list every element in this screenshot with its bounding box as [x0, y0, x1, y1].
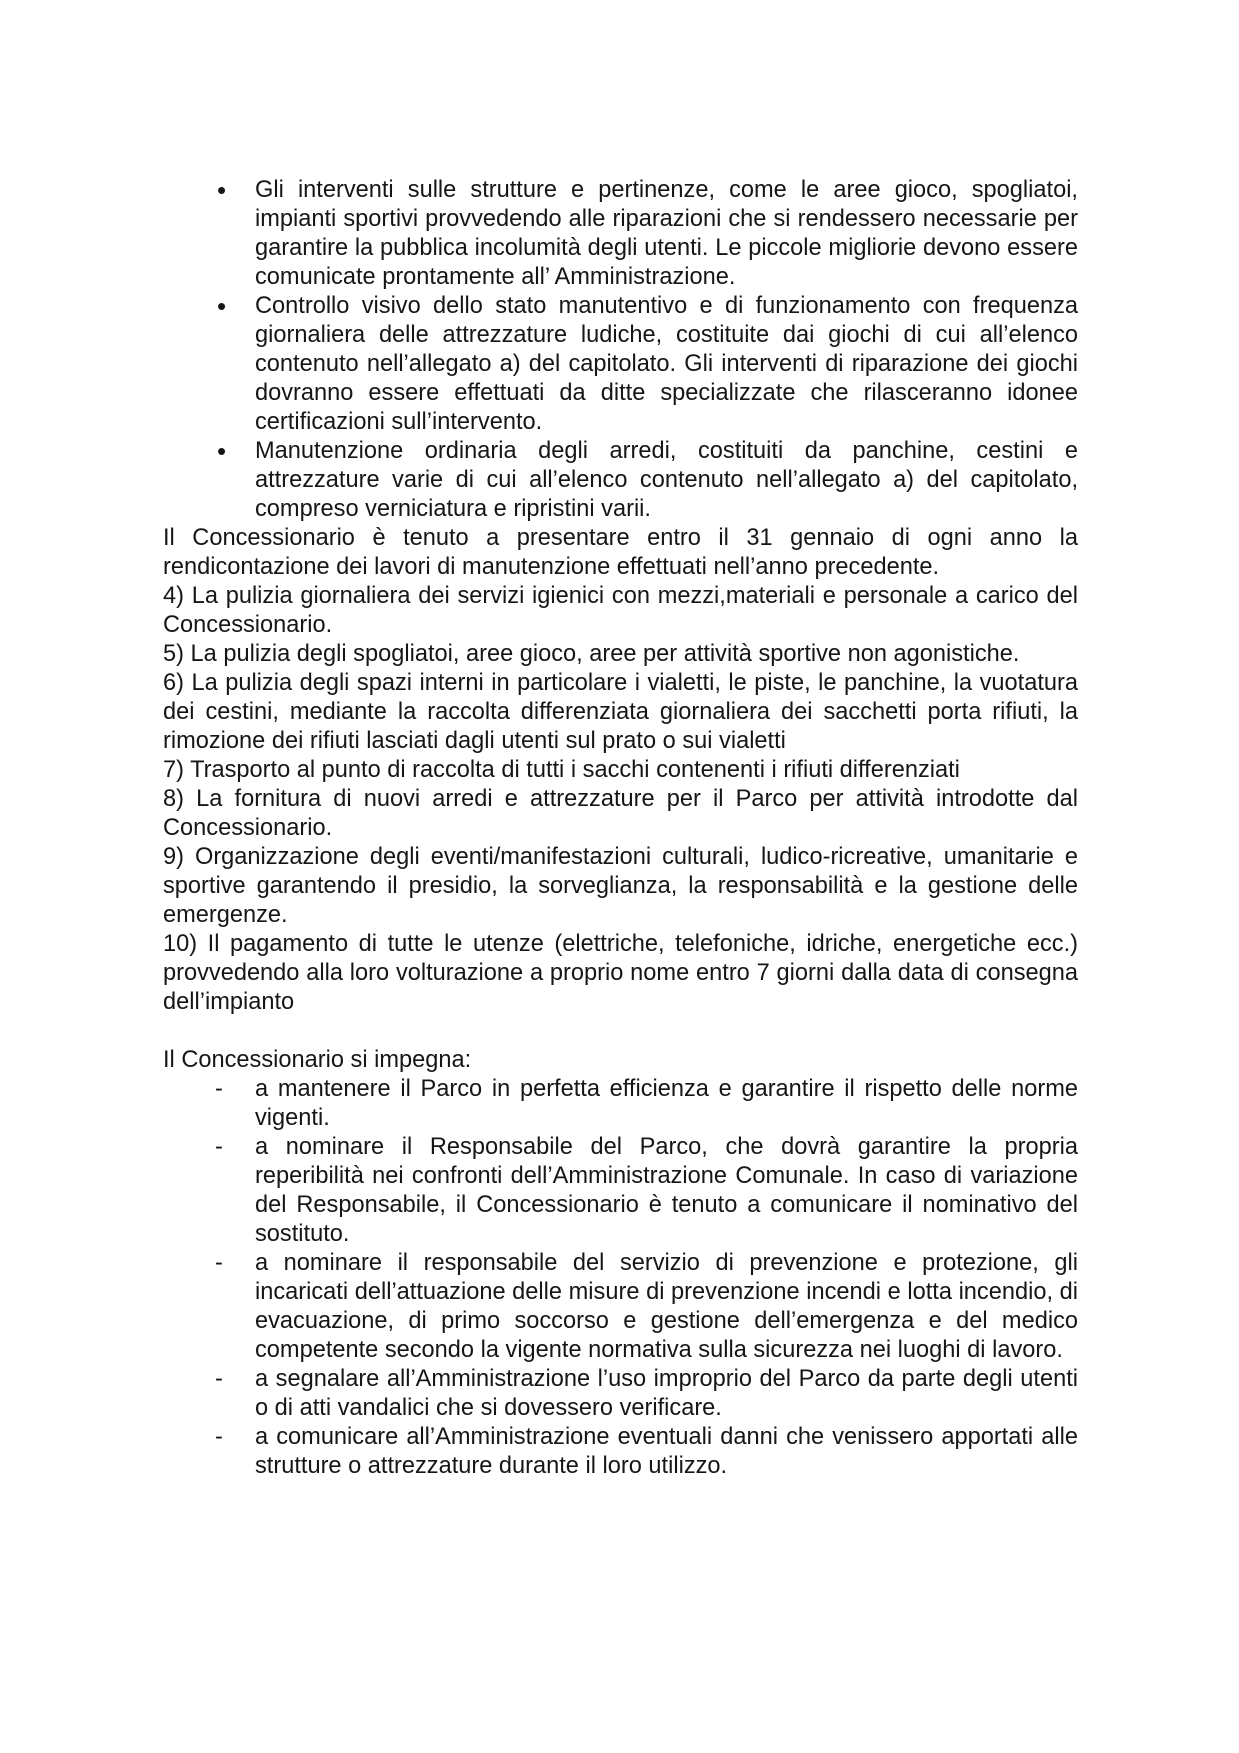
bullet-icon: • — [217, 175, 227, 205]
dash-list-item-text: a comunicare all’Amministrazione eventuali danni che venissero apportati alle strutture o attrezzature durante il loro utilizzo. — [255, 1424, 1078, 1479]
dash-list-item-text: a mantenere il Parco in perfetta efficienza e garantire il rispetto delle norme vigenti. — [255, 1076, 1078, 1131]
bullet-icon: • — [217, 291, 227, 321]
bullet-list-item-text: Gli interventi sulle strutture e pertinenze, come le aree gioco, spogliatoi, impianti sportivi provvedendo alle riparazioni che si rendessero necessarie per garantire la pubblica incolumità degli utenti. Le piccole migliorie devono essere comunicate prontamente all’ Amministrazione. — [255, 177, 1078, 290]
dash-icon: - — [215, 1076, 223, 1102]
paragraph-rendicontazione: Il Concessionario è tenuto a presentare entro il 31 gennaio di ogni anno la rendicontazione dei lavori di manutenzione effettuati nell’anno precedente. — [163, 525, 1078, 580]
dash-list-item-text: a nominare il responsabile del servizio di prevenzione e protezione, gli incaricati dell’attuazione delle misure di prevenzione incendi e lotta incendio, di evacuazione, di primo soccorso e gestione dell’emergenza e del medico competente secondo la vigente normativa sulla sicurezza nei luoghi di lavoro. — [255, 1250, 1078, 1363]
dash-icon: - — [215, 1134, 223, 1160]
document-content — [163, 176, 1078, 1481]
paragraph-8: 8) La fornitura di nuovi arredi e attrezzature per il Parco per attività introdotte dal Concessionario. — [163, 786, 1078, 841]
dash-list-item — [163, 1133, 1078, 1249]
dash-list-item — [163, 1423, 1078, 1481]
paragraph-9: 9) Organizzazione degli eventi/manifestazioni culturali, ludico-ricreative, umanitarie e sportive garantendo il presidio, la sorveglianza, la responsabilità e la gestione delle emergenze. — [163, 844, 1078, 928]
bullet-list-item-text: Manutenzione ordinaria degli arredi, costituiti da panchine, cestini e attrezzature varie di cui all’elenco contenuto nell’allegato a) del capitolato, compreso verniciatura e ripristini varii. — [255, 438, 1078, 522]
dash-icon: - — [215, 1250, 223, 1276]
paragraph-5: 5) La pulizia degli spogliatoi, aree gioco, aree per attività sportive non agonistiche. — [163, 641, 1020, 667]
paragraph-10: 10) Il pagamento di tutte le utenze (elettriche, telefoniche, idriche, energetiche ecc.) provvedendo alla loro volturazione a proprio nome entro 7 giorni dalla data di consegna dell’impianto — [163, 931, 1078, 1015]
paragraph-7: 7) Trasporto al punto di raccolta di tutti i sacchi contenenti i rifiuti differenziati — [163, 757, 960, 783]
dash-icon: - — [215, 1366, 223, 1392]
bullet-list-item — [163, 292, 1078, 437]
dash-list-item — [163, 1249, 1078, 1365]
paragraph-6: 6) La pulizia degli spazi interni in particolare i vialetti, le piste, le panchine, la vuotatura dei cestini, mediante la raccolta differenziata giornaliera dei sacchetti porta rifiuti, la rimozione dei rifiuti lasciati dagli utenti sul prato o sui vialetti — [163, 670, 1078, 754]
dash-icon: - — [215, 1424, 223, 1450]
bullet-list — [163, 176, 1078, 524]
bullet-list-item-text: Controllo visivo dello stato manutentivo e di funzionamento con frequenza giornaliera delle attrezzature ludiche, costituite dai giochi di cui all’elenco contenuto nell’allegato a) del capitolato. Gli interventi di riparazione dei giochi dovranno essere effettuati da ditte specializzate che rilasceranno idonee certificazioni sull’intervento. — [255, 293, 1078, 435]
bullet-list-item — [163, 437, 1078, 524]
dash-list-item — [163, 1075, 1078, 1133]
bullet-icon: • — [217, 436, 227, 466]
paragraph-4: 4) La pulizia giornaliera dei servizi igienici con mezzi,materiali e personale a carico del Concessionario. — [163, 583, 1078, 638]
dash-list-item-text: a segnalare all’Amministrazione l’uso improprio del Parco da parte degli utenti o di atti vandalici che si dovessero verificare. — [255, 1366, 1078, 1421]
bullet-list-item — [163, 176, 1078, 292]
dash-list — [163, 1075, 1078, 1481]
impegna-heading: Il Concessionario si impegna: — [163, 1047, 472, 1073]
dash-list-item — [163, 1365, 1078, 1423]
dash-list-item-text: a nominare il Responsabile del Parco, che dovrà garantire la propria reperibilità nei confronti dell’Amministrazione Comunale. In caso di variazione del Responsabile, il Concessionario è tenuto a comunicare il nominativo del sostituto. — [255, 1134, 1078, 1247]
